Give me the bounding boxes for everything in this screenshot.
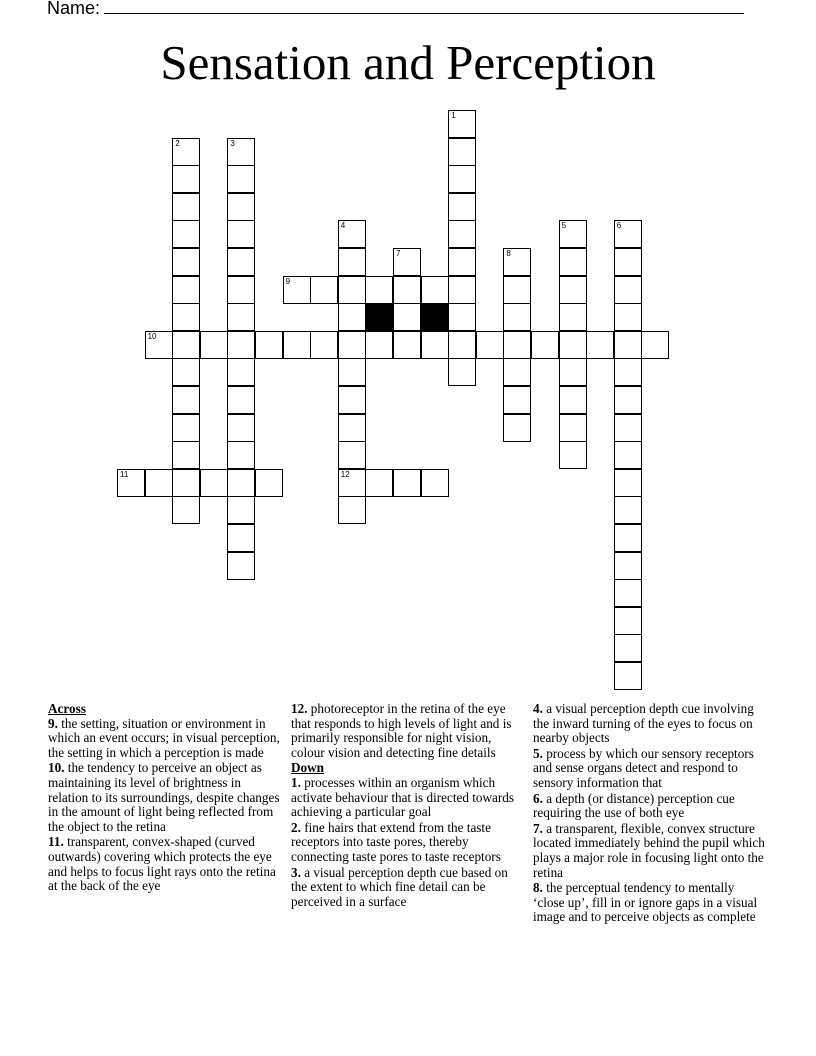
answer-cell[interactable] (310, 331, 338, 359)
page-title: Sensation and Perception (160, 35, 656, 90)
answer-cell[interactable] (227, 441, 255, 469)
clue-item-text: a depth (or distance) perception cue requiring the use of both eye (533, 790, 735, 821)
down-heading: Down (291, 760, 324, 776)
clue-item-number: 12. (291, 701, 308, 716)
answer-cell[interactable] (614, 662, 642, 690)
answer-cell[interactable] (503, 303, 531, 331)
answer-cell[interactable] (338, 358, 366, 386)
answer-cell[interactable] (448, 193, 476, 221)
answer-cell[interactable] (614, 441, 642, 469)
clue-item-number: 4. (533, 701, 543, 716)
answer-cell[interactable] (421, 331, 449, 359)
answer-cell[interactable] (448, 358, 476, 386)
clue-item-number: 6. (533, 790, 543, 806)
black-square (421, 303, 449, 331)
answer-cell[interactable] (310, 276, 338, 304)
answer-cell[interactable] (614, 248, 642, 276)
answer-cell[interactable] (338, 496, 366, 524)
clue-item (291, 702, 527, 760)
answer-cell[interactable] (172, 441, 200, 469)
clue-item (291, 866, 527, 910)
answer-cell[interactable] (255, 469, 283, 497)
clue-item (48, 761, 284, 834)
answer-cell[interactable] (421, 276, 449, 304)
clue-item-number: 5. (533, 745, 543, 761)
answer-cell[interactable] (448, 248, 476, 276)
answer-cell[interactable] (614, 386, 642, 414)
answer-cell[interactable] (227, 138, 255, 166)
answer-cell[interactable] (614, 414, 642, 442)
answer-cell[interactable] (393, 276, 421, 304)
answer-cell[interactable] (614, 331, 642, 359)
across-clue-list-continued (291, 702, 527, 760)
answer-cell[interactable] (393, 248, 421, 276)
answer-cell[interactable] (283, 331, 311, 359)
answer-cell[interactable] (283, 276, 311, 304)
answer-cell[interactable] (172, 303, 200, 331)
answer-cell[interactable] (338, 386, 366, 414)
clue-number: 9 (285, 276, 291, 286)
answer-cell[interactable] (448, 165, 476, 193)
answer-cell[interactable] (338, 248, 366, 276)
clue-number: 11 (120, 469, 129, 479)
answer-cell[interactable] (448, 220, 476, 248)
answer-cell[interactable] (614, 552, 642, 580)
answer-cell[interactable] (227, 220, 255, 248)
clue-number: 6 (616, 221, 622, 231)
answer-cell[interactable] (503, 331, 531, 359)
answer-cell[interactable] (172, 248, 200, 276)
clues-column-2 (291, 702, 527, 910)
answer-cell[interactable] (614, 634, 642, 662)
answer-cell[interactable] (200, 331, 228, 359)
answer-cell[interactable] (559, 248, 587, 276)
answer-cell[interactable] (559, 331, 587, 359)
answer-cell[interactable] (365, 276, 393, 304)
answer-cell[interactable] (614, 276, 642, 304)
answer-cell[interactable] (145, 469, 173, 497)
clue-item (533, 822, 765, 880)
answer-cell[interactable] (393, 331, 421, 359)
answer-cell[interactable] (227, 193, 255, 221)
answer-cell[interactable] (172, 138, 200, 166)
clue-item (533, 792, 765, 821)
answer-cell[interactable] (503, 248, 531, 276)
clue-number: 7 (396, 249, 401, 258)
clue-item (533, 702, 765, 746)
clue-number: 5 (561, 221, 567, 231)
answer-cell[interactable] (145, 331, 173, 359)
answer-cell[interactable] (559, 414, 587, 442)
answer-cell[interactable] (531, 331, 559, 359)
across-heading: Across (48, 701, 86, 716)
answer-cell[interactable] (448, 110, 476, 138)
clues-column-3 (533, 702, 765, 926)
down-clue-list-continued (533, 702, 765, 925)
answer-cell[interactable] (614, 496, 642, 524)
answer-cell[interactable] (448, 331, 476, 359)
down-clue-list (291, 776, 527, 909)
clue-item-text: the tendency to perceive an object as maintaining its level of brightness in relation to its surroundings, despite changes in the amount of light being reflected from the object to the retina (48, 760, 280, 834)
clue-item-number: 3. (291, 864, 301, 880)
answer-cell[interactable] (227, 386, 255, 414)
clue-item-text: a visual perception depth cue based on the extent to which fine detail can be perceived in a surface (291, 864, 508, 909)
clue-item-text: a visual perception depth cue involving the inward turning of the eyes to focus on nearby objects (533, 701, 754, 746)
clue-item-text: process by which our sensory receptors and sense organs detect and respond to sensory information that (533, 745, 754, 790)
answer-cell[interactable] (338, 441, 366, 469)
clue-item-text: a transparent, flexible, convex structure located immediately behind the pupil which plays a major role in focusing light onto the retina (533, 820, 765, 880)
clue-number: 12 (340, 469, 350, 479)
answer-cell[interactable] (503, 276, 531, 304)
clue-item-text: photoreceptor in the retina of the eye that responds to high levels of light and is primarily responsible for night vision, colour vision and detecting fine details (291, 701, 512, 760)
clue-item-text: the setting, situation or environment in which an event occurs; in visual perception, the setting in which a perception is made (48, 715, 280, 760)
answer-cell[interactable] (227, 414, 255, 442)
answer-cell[interactable] (614, 469, 642, 497)
answer-cell[interactable] (365, 469, 393, 497)
answer-cell[interactable] (172, 220, 200, 248)
answer-cell[interactable] (559, 386, 587, 414)
answer-cell[interactable] (227, 331, 255, 359)
answer-cell[interactable] (227, 303, 255, 331)
answer-cell[interactable] (172, 414, 200, 442)
answer-cell[interactable] (227, 469, 255, 497)
clue-item-text: the perceptual tendency to mentally ‘close up’, fill in or ignore gaps in a visual image and to perceive objects as complete (533, 880, 758, 925)
answer-cell[interactable] (503, 414, 531, 442)
answer-cell[interactable] (338, 276, 366, 304)
answer-cell[interactable] (614, 358, 642, 386)
answer-cell[interactable] (117, 469, 145, 497)
answer-cell[interactable] (448, 138, 476, 166)
answer-cell[interactable] (338, 331, 366, 359)
clue-item-text: fine hairs that extend from the taste receptors into taste pores, thereby connecting taste pores to taste receptors (291, 819, 501, 864)
clue-item-number: 7. (533, 820, 543, 836)
clue-item-number: 2. (291, 819, 301, 835)
answer-cell[interactable] (614, 220, 642, 248)
answer-cell[interactable] (503, 358, 531, 386)
answer-cell[interactable] (614, 524, 642, 552)
answer-cell[interactable] (172, 469, 200, 497)
answer-cell[interactable] (172, 358, 200, 386)
clue-item (533, 747, 765, 791)
answer-cell[interactable] (338, 469, 366, 497)
answer-cell[interactable] (559, 358, 587, 386)
answer-cell[interactable] (559, 441, 587, 469)
clue-number: 3 (230, 138, 235, 148)
answer-cell[interactable] (172, 193, 200, 221)
answer-cell[interactable] (614, 607, 642, 635)
across-clue-list (48, 717, 284, 894)
answer-cell[interactable] (200, 469, 228, 497)
answer-cell[interactable] (172, 386, 200, 414)
answer-cell[interactable] (172, 496, 200, 524)
clue-item-number: 8. (533, 880, 543, 896)
clue-number: 10 (147, 331, 157, 341)
clues-column-1 (48, 702, 284, 895)
answer-cell[interactable] (227, 524, 255, 552)
clue-item-number: 1. (291, 774, 301, 790)
clue-item (48, 835, 284, 893)
clue-number: 8 (506, 249, 511, 258)
answer-cell[interactable] (448, 276, 476, 304)
clue-item-text: transparent, convex-shaped (curved outwards) covering which protects the eye and helps to focus light rays onto the retina at the back of the eye (48, 834, 276, 894)
clue-item-number: 10. (48, 760, 65, 776)
answer-cell[interactable] (338, 414, 366, 442)
clue-number: 4 (340, 221, 346, 231)
clue-item (291, 821, 527, 865)
answer-cell[interactable] (586, 331, 614, 359)
answer-cell[interactable] (227, 552, 255, 580)
answer-cell[interactable] (393, 303, 421, 331)
answer-cell[interactable] (227, 165, 255, 193)
answer-cell[interactable] (614, 303, 642, 331)
answer-cell[interactable] (338, 220, 366, 248)
answer-cell[interactable] (227, 358, 255, 386)
answer-cell[interactable] (227, 496, 255, 524)
answer-cell[interactable] (393, 469, 421, 497)
answer-cell[interactable] (172, 331, 200, 359)
answer-cell[interactable] (559, 303, 587, 331)
answer-cell[interactable] (421, 469, 449, 497)
answer-cell[interactable] (172, 276, 200, 304)
clue-item-number: 9. (48, 715, 58, 731)
clue-item (533, 881, 765, 925)
clue-number: 2 (175, 138, 180, 148)
answer-cell[interactable] (476, 331, 504, 359)
clue-item-text: processes within an organism which activate behaviour that is directed towards achieving a particular goal (291, 774, 515, 820)
answer-cell[interactable] (365, 331, 393, 359)
answer-cell[interactable] (641, 331, 669, 359)
answer-cell[interactable] (338, 303, 366, 331)
answer-cell[interactable] (448, 303, 476, 331)
black-square (365, 303, 393, 331)
answer-cell[interactable] (559, 220, 587, 248)
answer-cell[interactable] (255, 331, 283, 359)
name-label: Name: (47, 0, 101, 18)
clue-item (291, 776, 527, 820)
answer-cell[interactable] (559, 276, 587, 304)
clue-item-number: 11. (48, 834, 64, 850)
answer-cell[interactable] (172, 165, 200, 193)
answer-cell[interactable] (503, 386, 531, 414)
clue-number: 1 (451, 111, 456, 120)
clue-item (48, 717, 284, 761)
answer-cell[interactable] (227, 248, 255, 276)
answer-cell[interactable] (227, 276, 255, 304)
answer-cell[interactable] (614, 579, 642, 607)
